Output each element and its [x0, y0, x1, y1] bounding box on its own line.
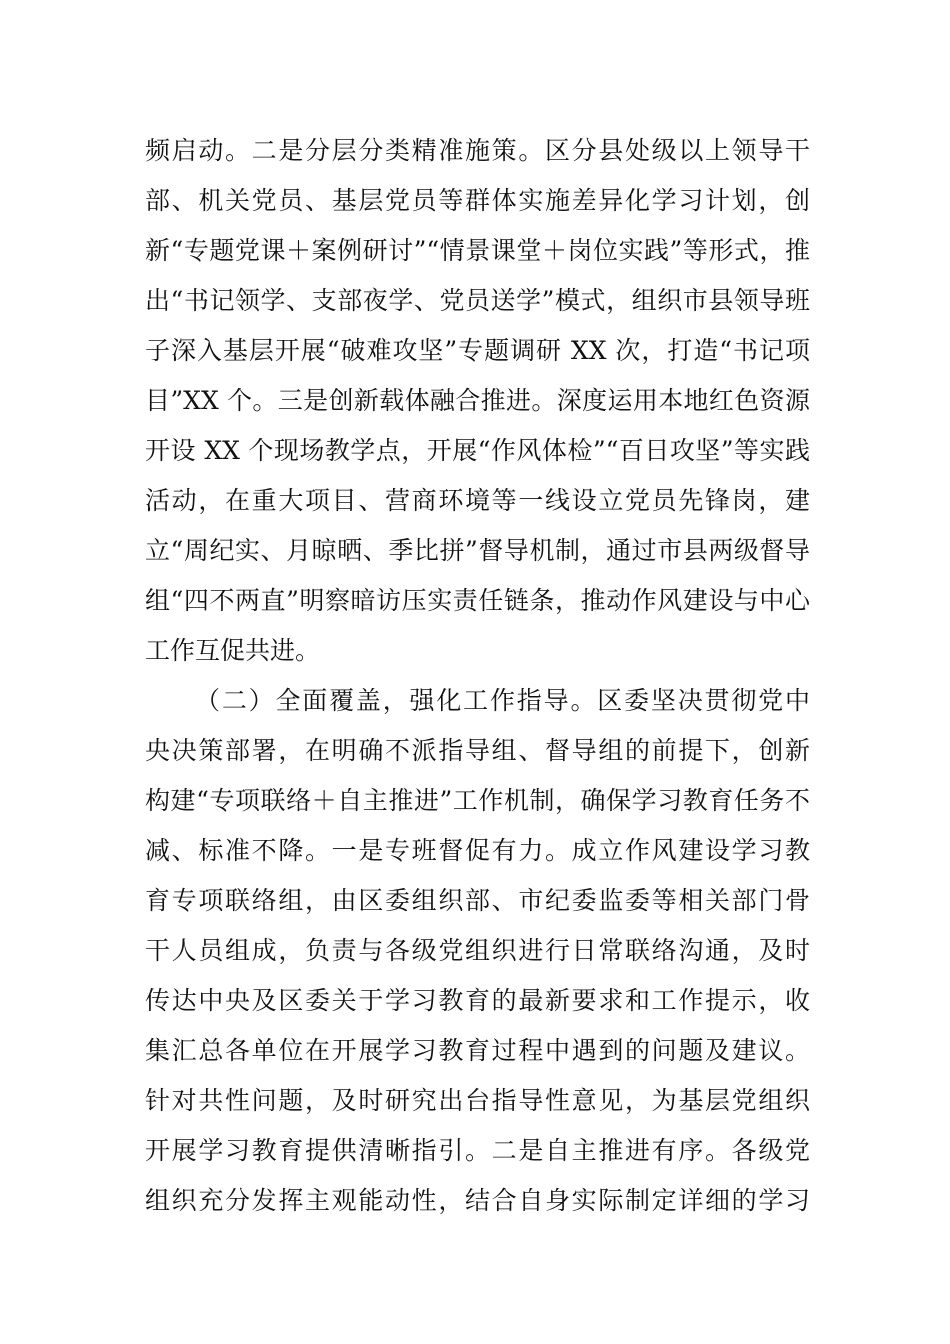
text-line: 工作互促共进。	[145, 636, 321, 665]
text-line: 集汇总各单位在开展学习教育过程中遇到的问题及建议。	[145, 1036, 810, 1065]
text-line: 目”XX 个。三是创新载体融合推进。深度运用本地红色资源	[145, 386, 810, 415]
text-line: 立“周纪实、月晾晒、季比拼”督导机制，通过市县两级督导	[145, 536, 810, 565]
text-line: 开设 XX 个现场教学点，开展“作风体检”“百日攻坚”等实践	[145, 436, 810, 465]
text-line: 构建“专项联络＋自主推进”工作机制，确保学习教育任务不	[145, 786, 810, 815]
text-line: 部、机关党员、基层党员等群体实施差异化学习计划，创	[145, 186, 810, 215]
text-line: 开展学习教育提供清晰指引。二是自主推进有序。各级党	[145, 1136, 810, 1165]
text-line: 组织充分发挥主观能动性，结合自身实际制定详细的学习	[145, 1186, 810, 1215]
text-line: 活动，在重大项目、营商环境等一线设立党员先锋岗，建	[145, 486, 810, 515]
text-line: 频启动。二是分层分类精准施策。区分县处级以上领导干	[145, 136, 810, 165]
text-line: 干人员组成，负责与各级党组织进行日常联络沟通，及时	[145, 936, 810, 965]
text-line: 组“四不两直”明察暗访压实责任链条，推动作风建设与中心	[145, 586, 810, 615]
text-line: 央决策部署，在明确不派指导组、督导组的前提下，创新	[145, 736, 810, 765]
section-heading-line: （二）全面覆盖，强化工作指导。区委坚决贯彻党中	[195, 686, 810, 715]
text-line: 育专项联络组，由区委组织部、市纪委监委等相关部门骨	[145, 886, 810, 915]
text-line: 减、标准不降。一是专班督促有力。成立作风建设学习教	[145, 836, 810, 865]
text-line: 新“专题党课＋案例研讨”“情景课堂＋岗位实践”等形式，推	[145, 236, 810, 265]
text-line: 子深入基层开展“破难攻坚”专题调研 XX 次，打造“书记项	[145, 336, 810, 365]
text-line: 传达中央及区委关于学习教育的最新要求和工作提示，收	[145, 986, 810, 1015]
text-line: 针对共性问题，及时研究出台指导性意见，为基层党组织	[145, 1086, 810, 1115]
text-line: 出“书记领学、支部夜学、党员送学”模式，组织市县领导班	[145, 286, 810, 315]
